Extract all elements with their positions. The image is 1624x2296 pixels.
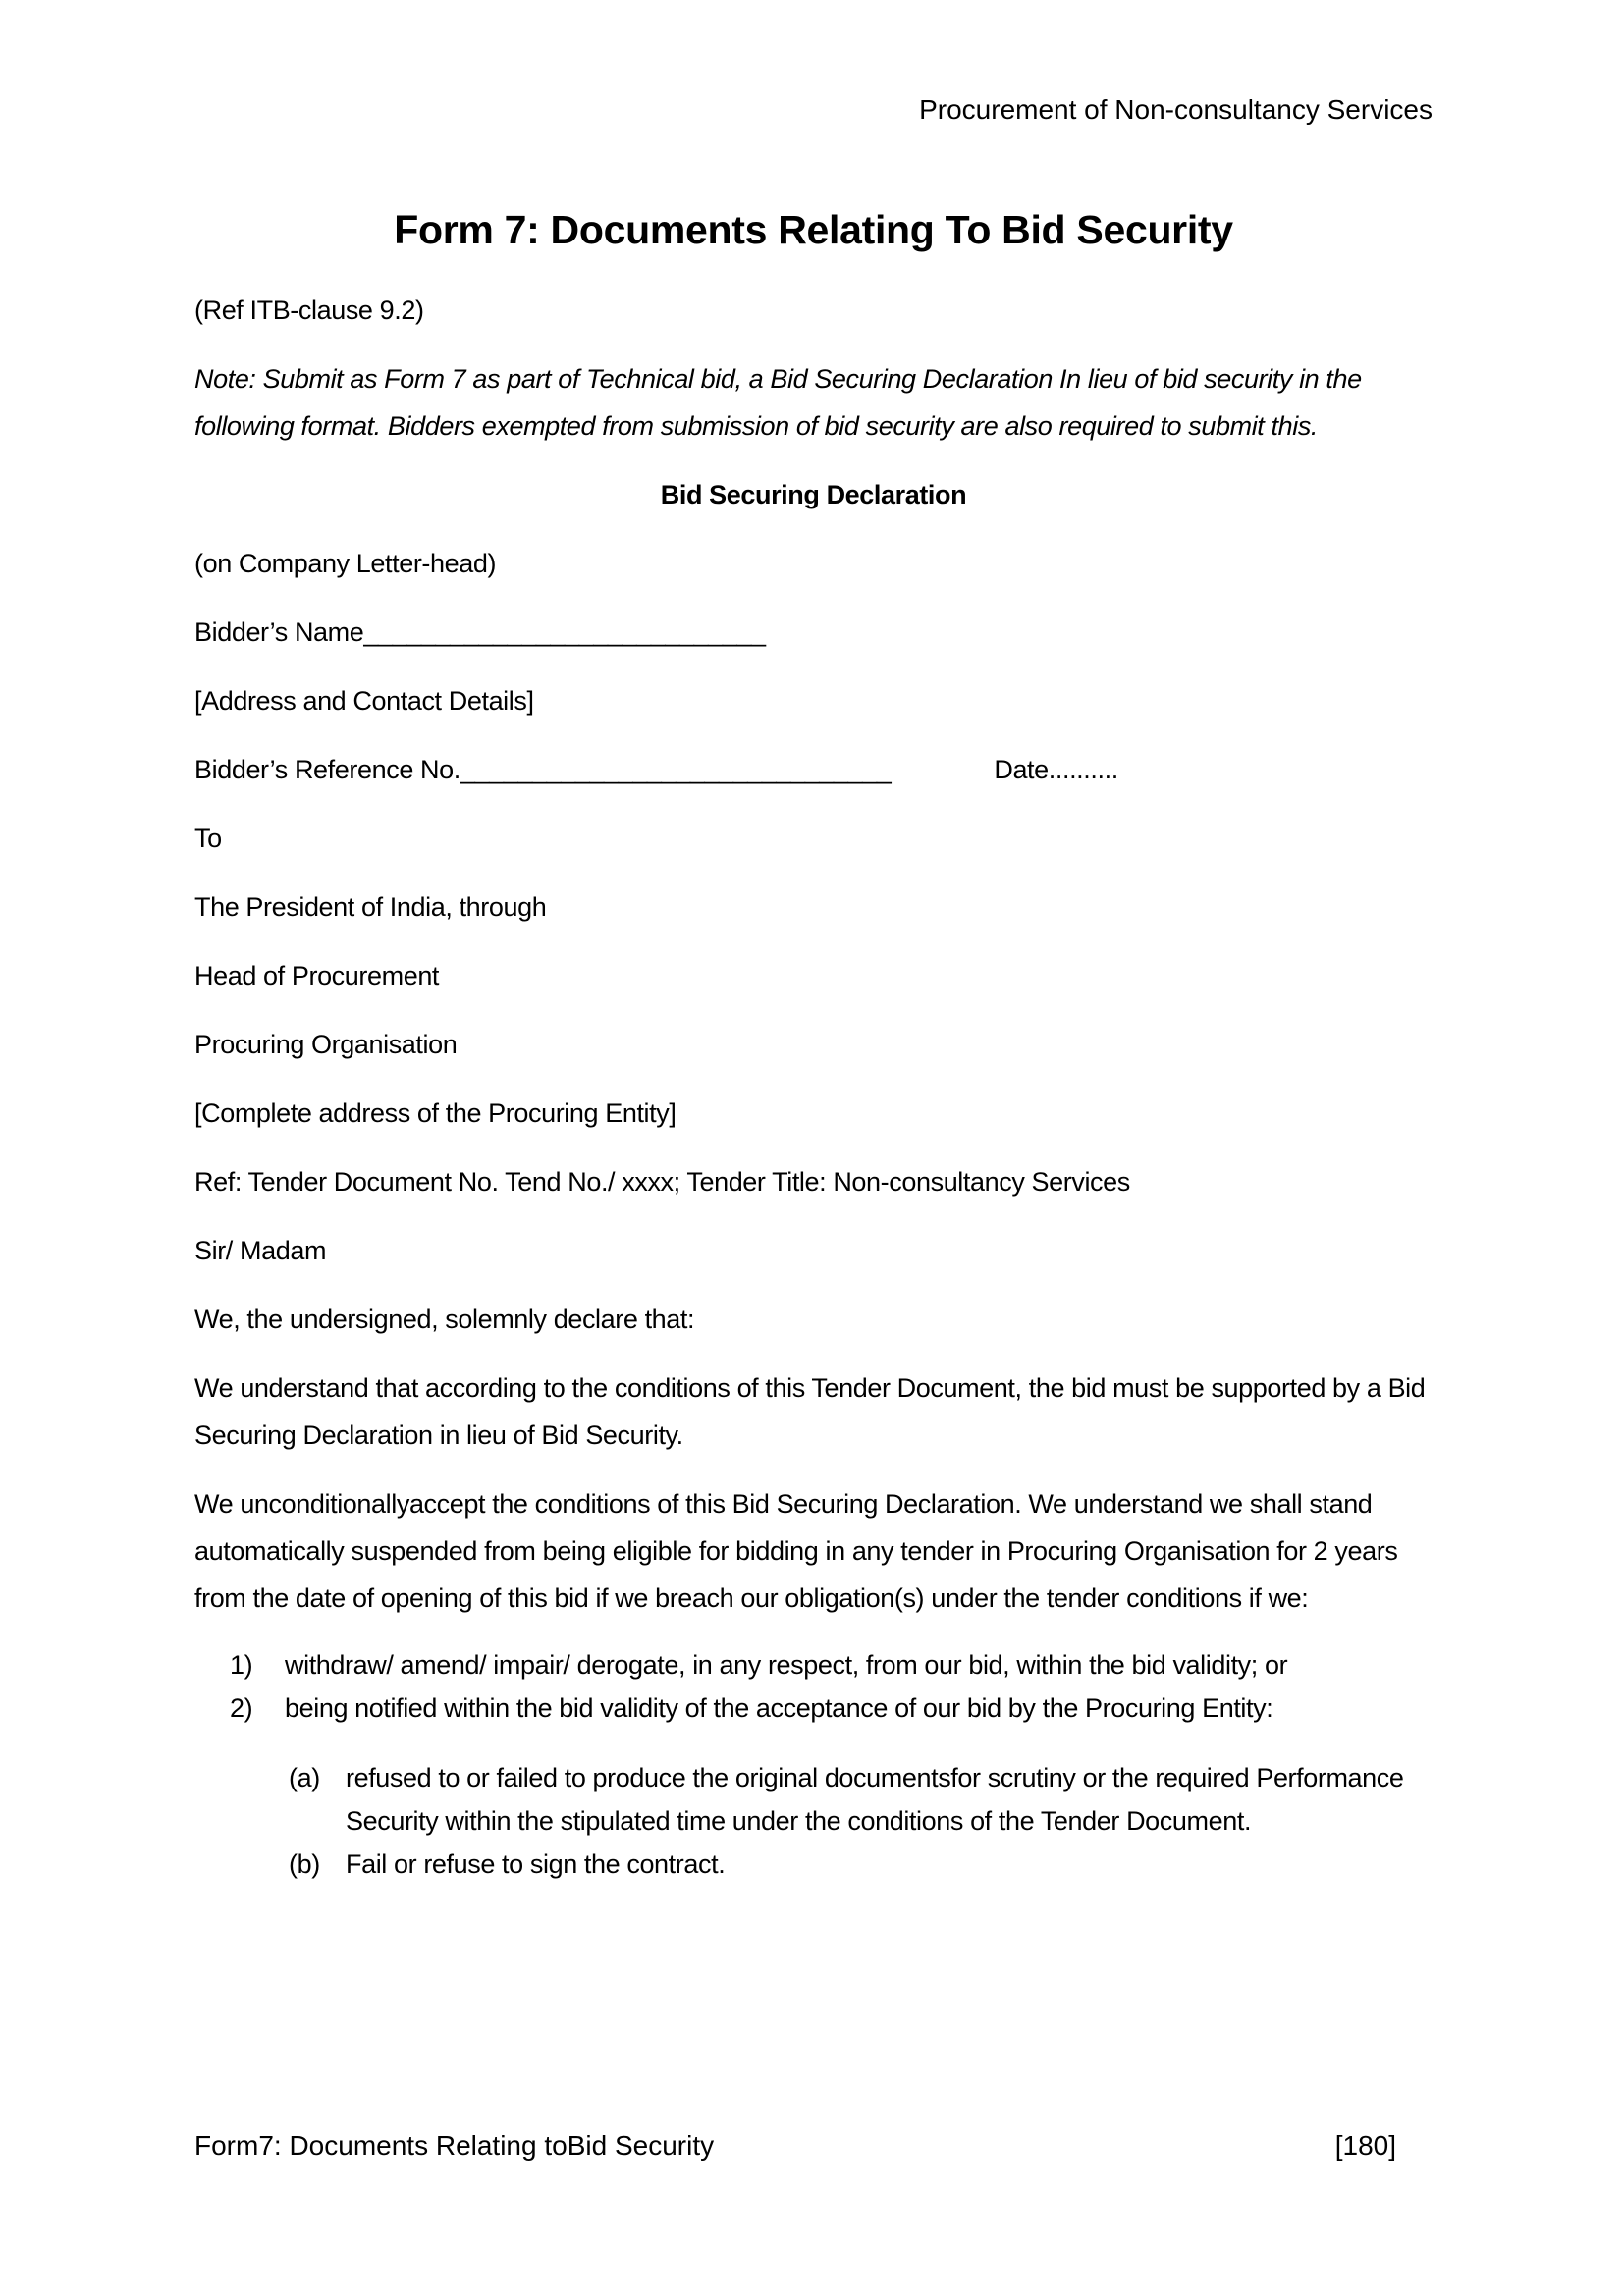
paragraph-accept: We unconditionallyaccept the conditions of this Bid Securing Declaration. We understand we shall stand automatically suspended from being eligible for bidding in any tender in Procuring Organisation for 2 years from the date of opening of this bid if we breach our obligation(s) under the tender conditions if we:: [194, 1489, 1398, 1613]
numbered-list: [194, 1643, 1433, 1730]
header-text: Procurement of Non-consultancy Services: [919, 94, 1433, 125]
date-label: Date..........: [994, 755, 1118, 784]
footer-title: Form7: Documents Relating toBid Security: [194, 2130, 715, 2161]
to-label: To: [194, 824, 222, 853]
lettered-list: [194, 1756, 1433, 1886]
addressee-line-procuring-organisation: Procuring Organisation: [194, 1030, 458, 1059]
addressee-line-address-placeholder: [Complete address of the Procuring Entity]: [194, 1098, 677, 1128]
paragraph-understand: We understand that according to the conditions of this Tender Document, the bid must be supported by a Bid Securing Declaration in lieu of Bid Security.: [194, 1373, 1426, 1450]
list-marker-a: (a): [289, 1763, 320, 1792]
list-marker-b: (b): [289, 1849, 320, 1879]
list-marker-2: 2): [230, 1693, 253, 1723]
list-text-b: Fail or refuse to sign the contract.: [346, 1849, 726, 1879]
list-marker-1: 1): [230, 1650, 253, 1680]
list-text-a: refused to or failed to produce the original documentsfor scrutiny or the required Performance Security within the stipulated time under the conditions of the Tender Document.: [346, 1763, 1404, 1836]
note-paragraph: Note: Submit as Form 7 as part of Technical bid, a Bid Securing Declaration In lieu of bid security in the following format. Bidders exempted from submission of bid security are also required to submit this.: [194, 364, 1362, 441]
list-text-2: being notified within the bid validity of the acceptance of our bid by the Procuring Entity:: [285, 1693, 1273, 1723]
numbered-list-item-2: [194, 1686, 1433, 1730]
page-number: [180]: [1334, 2130, 1396, 2161]
section-heading: Bid Securing Declaration: [660, 480, 967, 509]
bidder-name-fill-line: ____________________________: [363, 617, 766, 647]
page-footer: [194, 2122, 1433, 2169]
lettered-list-item-b: [194, 1842, 1433, 1886]
list-text-1: withdraw/ amend/ impair/ derogate, in any respect, from our bid, within the bid validity; or: [285, 1650, 1288, 1680]
letterhead-note: (on Company Letter-head): [194, 549, 497, 578]
salutation: Sir/ Madam: [194, 1236, 327, 1265]
reference-label: Bidder’s Reference No.: [194, 755, 460, 784]
reference-date-row: [194, 746, 1433, 793]
declaration-intro: We, the undersigned, solemnly declare that:: [194, 1305, 695, 1334]
reference-fill-line: ______________________________: [460, 755, 892, 784]
address-placeholder: [Address and Contact Details]: [194, 686, 534, 716]
form-title: Form 7: Documents Relating To Bid Security: [394, 207, 1233, 252]
bidder-name-label: Bidder’s Name: [194, 617, 364, 647]
page-header: [194, 86, 1433, 133]
lettered-list-item-a: [194, 1756, 1433, 1842]
bidder-name-row: [194, 609, 1433, 656]
ref-subject-line: Ref: Tender Document No. Tend No./ xxxx; Tender Title: Non-consultancy Services: [194, 1167, 1130, 1197]
addressee-line-president: The President of India, through: [194, 892, 547, 922]
addressee-line-head-of-procurement: Head of Procurement: [194, 961, 440, 990]
numbered-list-item-1: [194, 1643, 1433, 1686]
ref-clause: (Ref ITB-clause 9.2): [194, 295, 424, 325]
